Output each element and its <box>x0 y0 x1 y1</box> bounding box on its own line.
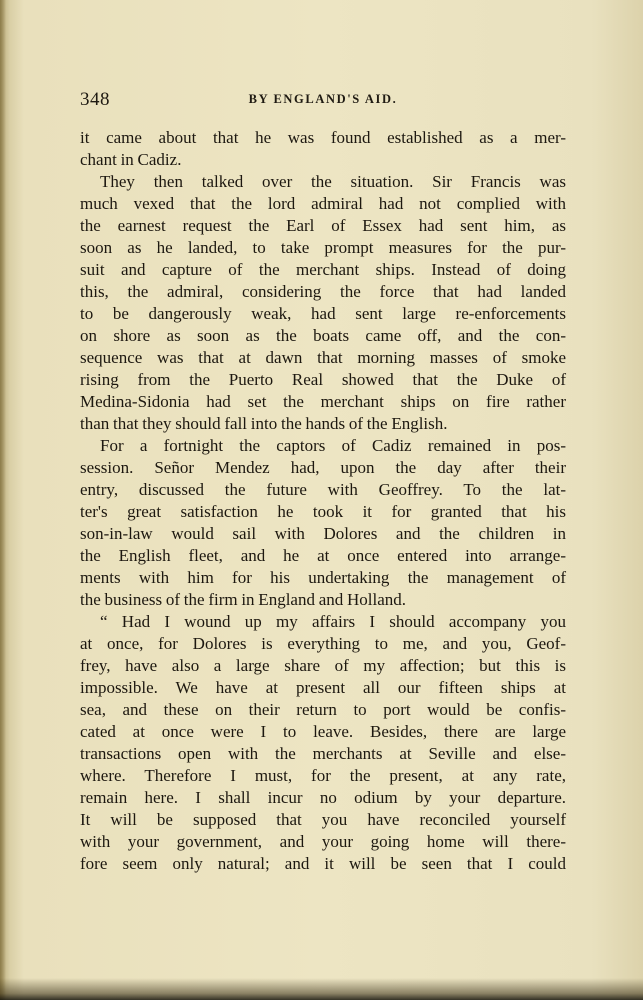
text-line: ments with him for his undertaking the management of <box>80 568 566 587</box>
text-line: cated at once were I to leave. Besides, there are large <box>80 722 566 741</box>
text-line: Medina-Sidonia had set the merchant ships on fire rather <box>80 392 566 411</box>
text-line: suit and capture of the merchant ships. Instead of doing <box>80 260 566 279</box>
text-line: They then talked over the situation. Sir Francis was <box>100 172 566 191</box>
text-line: “ Had I wound up my affairs I should accompany you <box>100 612 566 631</box>
text-line: fore seem only natural; and it will be seen that I could <box>80 854 566 873</box>
text-line: with your government, and your going home will there- <box>80 832 566 851</box>
text-line: at once, for Dolores is everything to me, and you, Geof- <box>80 634 566 653</box>
text-line: chant in Cadiz. <box>80 150 182 169</box>
text-line: impossible. We have at present all our fifteen ships at <box>80 678 566 697</box>
text-line: this, the admiral, considering the force that had landed <box>80 282 566 301</box>
text-line: than that they should fall into the hands of the English. <box>80 414 448 433</box>
text-line: to be dangerously weak, had sent large re-enforcements <box>80 304 566 323</box>
text-line: frey, have also a large share of my affection; but this is <box>80 656 566 675</box>
text-line: son-in-law would sail with Dolores and the children in <box>80 524 566 543</box>
spine-shadow <box>0 0 6 1000</box>
text-line: sequence was that at dawn that morning masses of smoke <box>80 348 566 367</box>
text-line: transactions open with the merchants at Seville and else- <box>80 744 566 763</box>
text-line: rising from the Puerto Real showed that the Duke of <box>80 370 566 389</box>
page-number: 348 <box>80 89 110 110</box>
text-line: the business of the firm in England and Holland. <box>80 590 407 609</box>
text-line: the English fleet, and he at once entered into arrange- <box>80 546 566 565</box>
text-line: it came about that he was found established as a mer- <box>80 128 566 147</box>
text-line: the earnest request the Earl of Essex had sent him, as <box>80 216 566 235</box>
text-line: It will be supposed that you have reconciled yourself <box>80 810 566 829</box>
text-line: remain here. I shall incur no odium by your departure. <box>80 788 566 807</box>
text-line: entry, discussed the future with Geoffrey. To the lat- <box>80 480 566 499</box>
text-line: sea, and these on their return to port would be confis- <box>80 700 566 719</box>
text-line: where. Therefore I must, for the present, at any rate, <box>80 766 566 785</box>
text-line: For a fortnight the captors of Cadiz remained in pos- <box>100 436 566 455</box>
text-line: session. Señor Mendez had, upon the day after their <box>80 458 566 477</box>
text-line: soon as he landed, to take prompt measures for the pur- <box>80 238 566 257</box>
text-line: on shore as soon as the boats came off, and the con- <box>80 326 566 345</box>
running-head: BY ENGLAND'S AID. <box>248 92 398 106</box>
page-header <box>80 89 566 113</box>
body-text <box>80 127 566 875</box>
text-line: much vexed that the lord admiral had not complied with <box>80 194 566 213</box>
text-line: ter's great satisfaction he took it for granted that his <box>80 502 566 521</box>
